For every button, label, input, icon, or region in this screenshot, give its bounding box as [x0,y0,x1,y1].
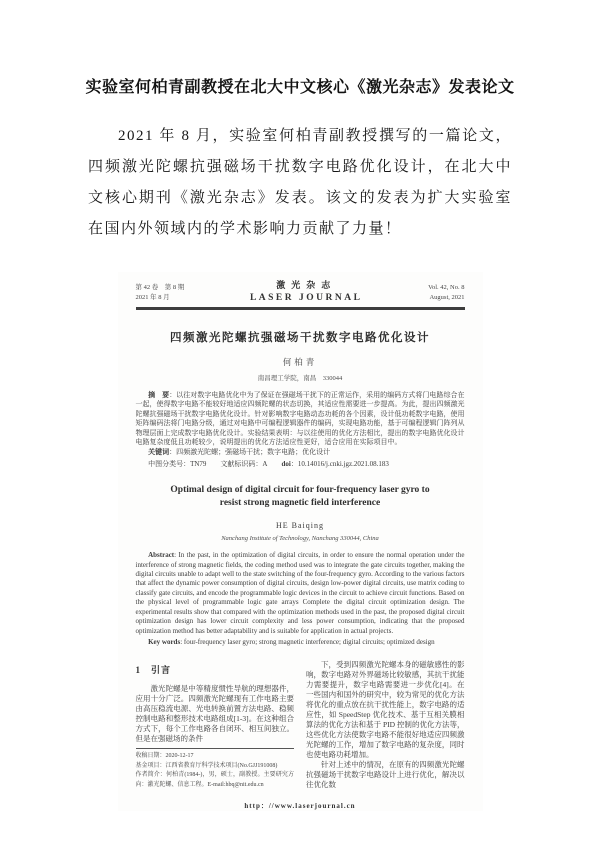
journal-header-left [136,283,185,303]
paper-affiliation-cn: 南昌理工学院，南昌 330044 [257,375,343,382]
paper-title-cn: 四频激光陀螺抗强磁场干扰数字电路优化设计 [170,332,430,344]
paper-title-en [136,484,465,510]
abstract-cn [136,391,465,447]
keywords-en [136,638,465,647]
announcement-paragraph: 2021 年 8 月，实验室何柏青副教授撰写的一篇论文，四频激光陀螺抗强磁场干扰数字电路优化设计，在北大中文核心期刊《激光杂志》发表。该文的发表为扩大实验室在国内外领域内的学术影响力贡献了力量！ [88,128,512,237]
doi-label: doi [281,459,291,468]
left-column [136,660,295,790]
section-1-heading: 1 引言 [135,665,172,676]
footnote-block [136,748,295,790]
clc-line [136,460,465,469]
journal-volume-issue-cn: 第 42 卷 第 8 期 [135,284,185,291]
abstract-text-en: : In the past, in the optimization of digital circuits, in order to ensure the normal operation under the interference of strong magnetic fields, the coding method used was to integrate the gate circuits together, making the digital circuits unable to adapt well to the state switching of the four-frequency gyro. According to the various factors that affect the dynamic power consumption of digital circuits, design low-power digital circuits, use matrix coding to classify gate circuits, and encode the programmable logic devices in the circuit to achieve circuit functions. Based on the physical level of programmable logic gate arrays Complete the digital circuit optimization design. The experimental results show that compared with the optimization methods used in the past, the proposed digital circuit optimization design has lower circuit complexity and less power consumption, indicating that the proposed optimization method has better adaptability and is suitable for application in actual projects. [135,551,465,635]
two-column-body [136,660,465,790]
keywords-cn [136,448,465,457]
abstract-en [136,551,465,636]
journal-page-scan [118,272,483,811]
journal-masthead [250,278,362,303]
abstract-label-cn: 摘 要 [148,391,170,399]
paper-author-en: HE Baiqing [276,521,324,531]
paper-title-en-line2: resist strong magnetic field interference [219,498,381,509]
footnote-fund-project: 基金项目：江西省教育厅科学技术项目(No.GJJ191008) [135,762,278,769]
left-column-paragraph: 激光陀螺是中等精度惯性导航的理想器件，应用十分广泛。四频激光陀螺现有工作电路主要由高压稳流电源、光电转换前置方法电路、稳频控制电路和整形技术电路组成[1-3]。在这种组合方式下，每个工作电路各自闭环、相互间独立。但是在强磁场的条件 [135,684,294,744]
doi-value: ：10.14016/j.cnki.jgz.2021.08.183 [290,459,389,468]
right-column [306,660,465,790]
paper-affiliation-en: Nanchang Institute of Technology, Nanchang 330044, China [221,535,379,543]
clc-number: 中图分类号：TN79 [148,459,207,468]
journal-date-en: August, 2021 [429,294,465,301]
keywords-label-cn: 关键词 [148,448,170,457]
journal-volume-issue-en: Vol. 42, No. 8 [428,284,465,291]
abstract-label-en: Abstract [148,551,175,560]
right-column-paragraph-2: 针对上述中的情况，在原有的四频激光陀螺抗强磁场干扰数字电路设计上进行优化，解决以往优化数 [306,760,465,790]
footnote-author-bio: 作者简介：何柏青(1984-)，男，硕士，副教授。主要研究方向：激光陀螺、信息工程。E-mail:hbq@nit.edu.cn [135,772,294,788]
journal-header [136,278,465,310]
journal-name-cn: 激光杂志 [276,280,337,290]
journal-name-en: LASER JOURNAL [249,293,363,303]
right-column-paragraph-1: 下，受到四频激光陀螺本身的磁敏感性的影响，数字电路对外界磁场比较敏感，其抗干扰能力需要提升，数字电路需要进一步优化[4]。在一些国内和国外的研究中，较为常见的优化方法将优化的重点放在抗干扰性能上，数字电路的适应性，如 SpeedStep 优化技术、基于互相关膜相算法的优化方法和基于 PID 控制的优化方法等，这些优化方法使数字电路不能很好地适应四频激光陀螺的工作，增加了数字电路的复杂度，同时也使电路功耗增加。 [306,660,465,760]
keywords-text-en: : four-frequency laser gyro; strong magnetic interference; digital circuits; optimized design [180,637,435,646]
keywords-text-cn: ：四频激光陀螺；强磁场干扰；数字电路；优化设计 [169,448,331,457]
announcement-title: 实验室何柏青副教授在北大中文核心《激光杂志》发表论文 [85,79,515,96]
footnote-received-date: 收稿日期：2020-12-17 [135,753,194,760]
abstract-text-cn: ：以往对数字电路优化中为了保证在强磁场干扰下的正常运作，采用的编码方式将门电路综合在一起，使得数字电路不能较好地适应四频陀螺的状态切换，其适应性需要进一步提高。为此，提出四频激光陀螺抗强磁场干扰数字电路优化设计。针对影响数字电路动态功耗的各个因素，设计低功耗数字电路，使用矩阵编码法将门电路分级，通过对电路中可编程逻辑器件的编码，实现电路功能，基于可编程逻辑门阵列从物理层面上完成数字电路优化设计。实验结果表明：与以往使用的优化方法相比，提出的数字电路优化设计电路复杂度低且功耗较少，说明提出的优化方法适应性更好，适合应用在实际项目中。 [135,391,465,447]
document-code: 文献标识码：A [220,459,268,468]
keywords-label-en: Key words [148,637,181,646]
paper-author-cn: 何柏青 [282,357,318,367]
journal-header-right [428,283,464,303]
paper-title-en-line1: Optimal design of digital circuit for four-frequency laser gyro to [170,485,430,496]
journal-footer-url: http：//www.laserjournal.cn [244,802,356,811]
journal-date-cn: 2021 年 8 月 [135,294,170,301]
